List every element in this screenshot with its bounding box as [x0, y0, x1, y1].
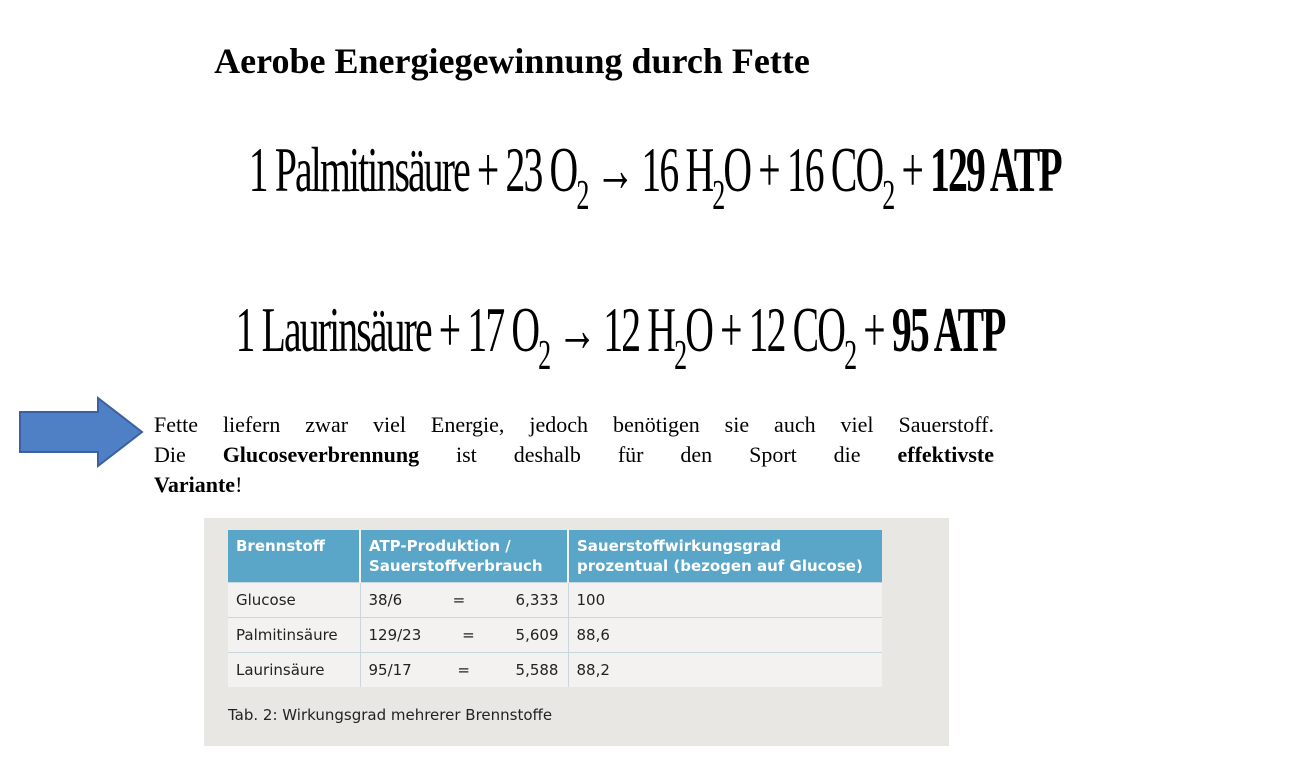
table-cell	[360, 653, 568, 688]
table-row	[228, 653, 882, 688]
table-cell: 100	[568, 583, 882, 618]
subscript: 2	[712, 173, 724, 219]
equation-lauric-acid	[0, 294, 1024, 379]
equation-part: 1 Laurinsäure + 17 O	[235, 294, 539, 365]
equation-part: O + 16 CO	[723, 134, 883, 205]
equation-part: +	[893, 134, 931, 205]
equation-part: 1 Palmitinsäure + 23 O	[248, 134, 577, 205]
column-header: Brennstoff	[228, 530, 360, 583]
ratio: 129/23	[368, 626, 422, 644]
note-text: ist deshalb für den Sport die	[419, 442, 898, 467]
equals: =	[452, 591, 466, 609]
note-bold: effektivste	[897, 442, 994, 467]
table-row	[228, 583, 882, 618]
column-header: Sauerstoffwirkungsgrad prozentual (bezogen auf Glucose)	[568, 530, 882, 583]
equation-atp: 129 ATP	[930, 134, 1061, 205]
table-row	[228, 618, 882, 653]
ratio: 95/17	[368, 661, 412, 679]
column-header: ATP-Produktion / Sauerstoffverbrauch	[360, 530, 568, 583]
subscript: 2	[538, 333, 550, 379]
equals: =	[457, 661, 470, 679]
note-text: Die	[154, 442, 223, 467]
conclusion-text	[154, 410, 994, 500]
table-caption: Tab. 2: Wirkungsgrad mehrerer Brennstoffe	[228, 706, 553, 724]
equation-part: O + 12 CO	[685, 294, 845, 365]
table-header-row	[228, 530, 882, 583]
ratio-value: 5,609	[515, 626, 559, 644]
note-line: Fette liefern zwar viel Energie, jedoch benötigen sie auch viel Sauerstoff.	[154, 412, 994, 437]
subscript: 2	[576, 173, 588, 219]
note-text: !	[235, 472, 243, 497]
right-arrow-icon	[18, 396, 144, 468]
equation-part: → 12 H	[549, 294, 675, 365]
table-cell	[360, 618, 568, 653]
note-line	[154, 440, 994, 470]
subscript: 2	[844, 333, 856, 379]
note-bold: Variante	[154, 472, 236, 497]
table-cell	[360, 583, 568, 618]
equation-palmitic-acid	[0, 134, 1061, 219]
table-cell: Laurinsäure	[228, 653, 360, 688]
page-title: Aerobe Energiegewinnung durch Fette	[214, 41, 810, 81]
scanned-table-image	[204, 518, 949, 746]
subscript: 2	[882, 173, 894, 219]
table-cell: 88,6	[568, 618, 882, 653]
note-bold: Glucoseverbrennung	[222, 442, 420, 467]
subscript: 2	[674, 333, 686, 379]
table-cell: Glucose	[228, 583, 360, 618]
equals: =	[462, 626, 475, 644]
table-cell: Palmitinsäure	[228, 618, 360, 653]
ratio-value: 6,333	[515, 591, 559, 609]
table-cell: 88,2	[568, 653, 882, 688]
equation-atp: 95 ATP	[891, 294, 1005, 365]
ratio-value: 5,588	[515, 661, 559, 679]
equation-part: → 16 H	[587, 134, 713, 205]
efficiency-table	[228, 530, 882, 687]
equation-part: +	[855, 294, 892, 365]
note-line	[154, 470, 994, 500]
ratio: 38/6	[368, 591, 403, 609]
